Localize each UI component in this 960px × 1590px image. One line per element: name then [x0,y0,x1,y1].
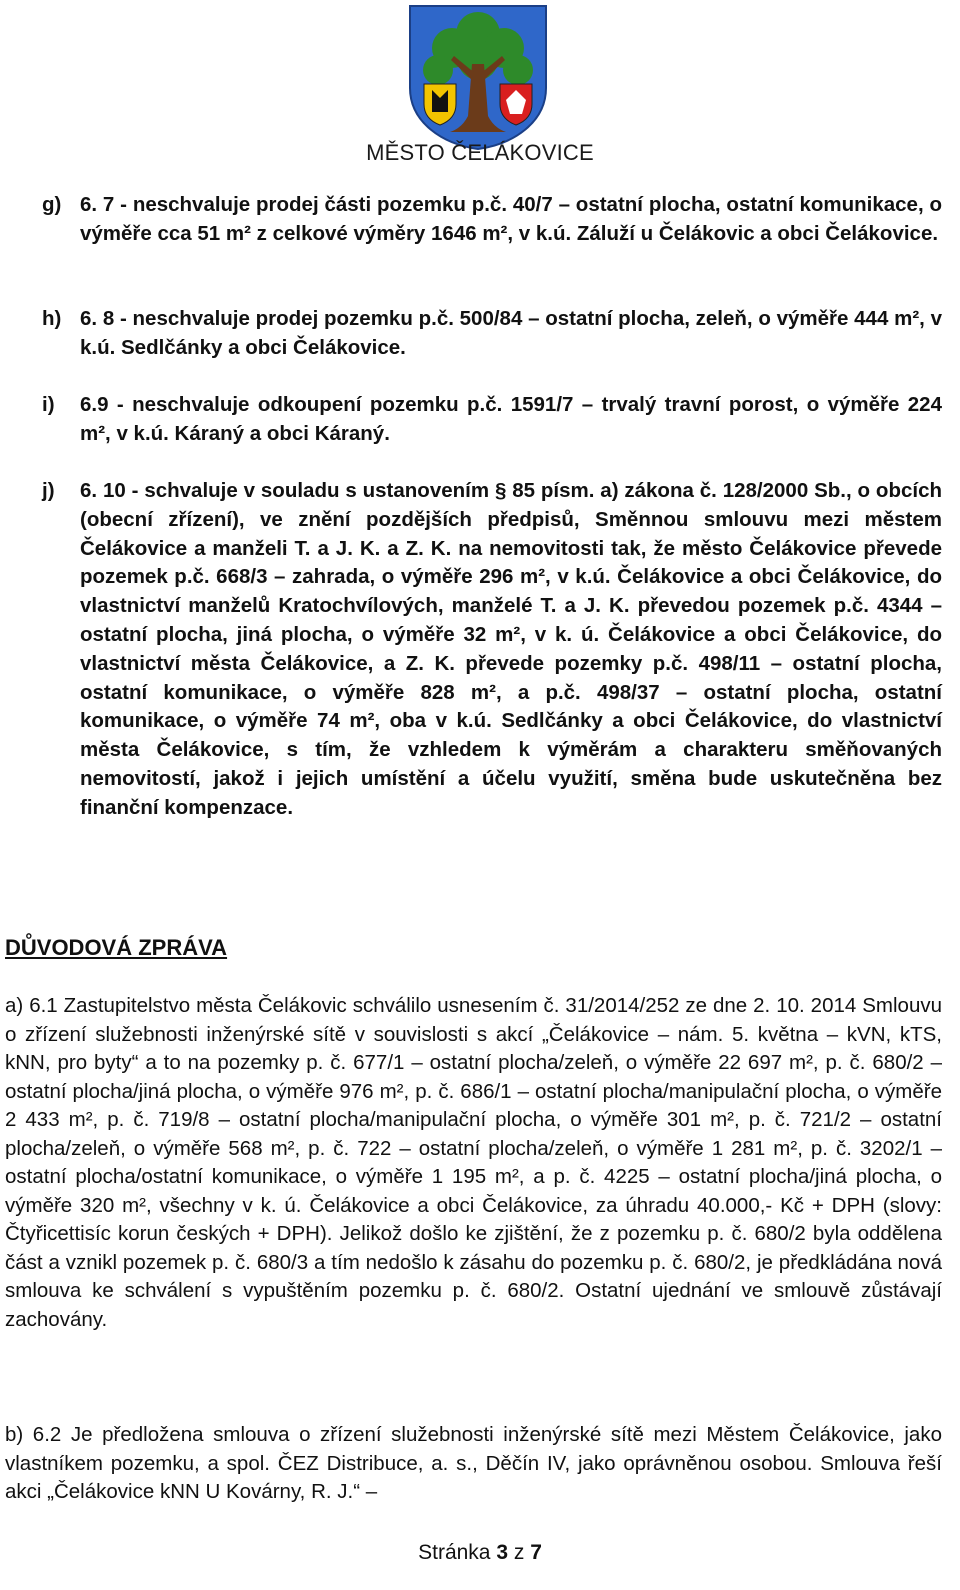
report-title: DŮVODOVÁ ZPRÁVA [5,935,228,960]
town-name: MĚSTO ČELÁKOVICE [366,140,594,165]
footer-prefix: Stránka [418,1541,491,1564]
item-label-i: i) [42,393,55,416]
report-paragraph-a: a) 6.1 Zastupitelstvo města Čelákovic schválilo usnesením č. 31/2014/252 ze dne 2. 10. 2014 Smlouvu o zřízení služebnosti inženýrské sítě v souvislosti s akcí „Čelákovice – nám. 5. května – kVN, kTS, kNN, pro byty“ a to na pozemky p. č. 677/1 – ostatní plocha/zeleň, o výměře 22 697 m², p. č. 680/2 – ostatní plocha/jiná plocha, o výměře 976 m², p. č. 686/1 – ostatní plocha/manipulační plocha, o výměře 2 433 m², p. č. 719/8 – ostatní plocha/manipulační plocha, o výměře 301 m², p. č. 721/2 – ostatní plocha/zeleň, o výměře 568 m², p. č. 722 – ostatní plocha/zeleň, o výměře 1 281 m², p. č. 3202/1 – ostatní plocha/ostatní komunikace, o výměře 1 195 m², a p. č. 4225 – ostatní plocha/jiná plocha, o výměře 320 m², všechny v k. ú. Čelákovice a obci Čelákovice, za úhradu 40.000,- Kč + DPH (slovy: Čtyřicettisíc korun českých + DPH). Jelikož došlo ke zjištění, že z pozemku p. č. 680/2 byla oddělena část a vznikl pozemek p. č. 680/3 a tím nedošlo k zásahu do pozemku p. č. 680/2, je předkládána nová smlouva ke schválení s vypuštěním pozemku p. č. 680/2. Ostatní ujednání ve smlouvě zůstávají zachovány. [5,994,942,1331]
page-footer [0,1541,960,1565]
footer-separator: z [513,1541,525,1564]
item-label-h: h) [42,307,62,330]
item-label-g: g) [42,193,62,216]
page-header [0,0,960,172]
footer-page-total: 7 [530,1541,542,1564]
item-text-i: 6.9 - neschvaluje odkoupení pozemku p.č. 1591/7 – trvalý travní porost, o výměře 224 m², v k.ú. Káraný a obci Káraný. [80,393,942,445]
item-text-g: 6. 7 - neschvaluje prodej části pozemku p.č. 40/7 – ostatní plocha, ostatní komunikace, o výměře cca 51 m² z celkové výměry 1646 m², v k.ú. Záluží u Čelákovic a obci Čelákovice. [80,193,942,245]
item-text-j: 6. 10 - schvaluje v souladu s ustanovením § 85 písm. a) zákona č. 128/2000 Sb., o obcích (obecní zřízení), ve znění pozdějších předpisů, Směnnou smlouvu mezi městem Čelákovice a manželi T. a J. K. a Z. K. na nemovitosti tak, že město Čelákovice převede pozemek p.č. 668/3 – zahrada, o výměře 296 m², v k.ú. Čelákovice a obci Čelákovice, do vlastnictví manželů Kratochvílových, manželé T. a J. K. převedou pozemek p.č. 4344 – ostatní plocha, jiná plocha, o výměře 32 m², v k. ú. Čelákovice a obci Čelákovice, do vlastnictví města Čelákovice, a Z. K. převede pozemky p.č. 498/11 – ostatní plocha, ostatní komunikace, o výměře 828 m², a p.č. 498/37 – ostatní plocha, ostatní komunikace, o výměře 74 m², oba v k.ú. Sedlčánky a obci Čelákovice, do vlastnictví města Čelákovice, s tím, že vzhledem k výměrám a charakteru směňovaných nemovitostí, jakož i jejich umístění a účelu využití, směna bude uskutečněna bez finanční kompenzace. [80,479,942,819]
report-paragraph-b: b) 6.2 Je předložena smlouva o zřízení služebnosti inženýrské sítě mezi Městem Čelákovice, jako vlastníkem pozemku, a spol. ČEZ Distribuce, a. s., Děčín IV, jako oprávněnou osobou. Smlouva řeší akci „Čelákovice kNN U Kovárny, R. J.“ – [5,1423,942,1503]
item-label-j: j) [42,479,55,502]
item-text-h: 6. 8 - neschvaluje prodej pozemku p.č. 500/84 – ostatní plocha, zeleň, o výměře 444 m², v k.ú. Sedlčánky a obci Čelákovice. [80,307,942,359]
coat-of-arms-icon [402,4,554,150]
footer-page-number: 3 [496,1541,509,1564]
